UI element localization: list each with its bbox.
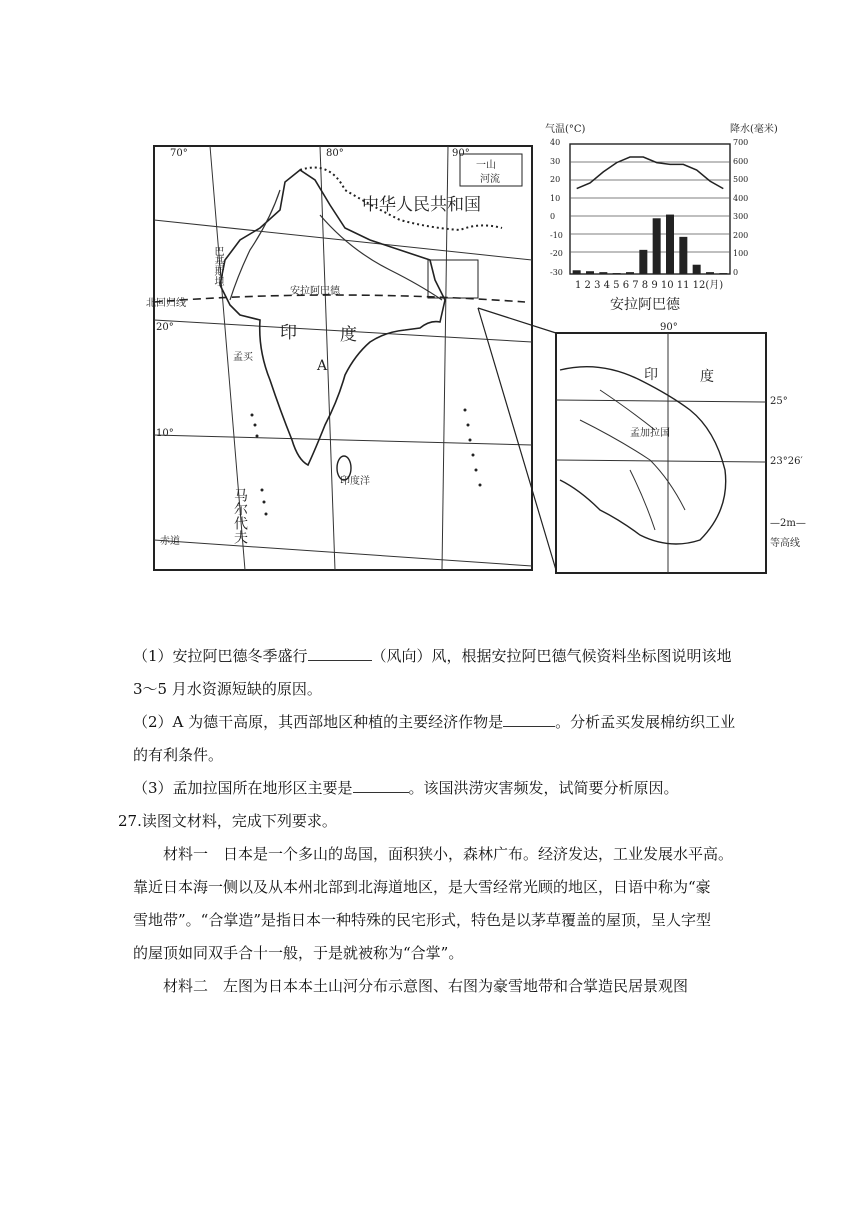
q3-part2: 。该国洪涝灾害频发，试简要分析原因。 <box>408 779 679 797</box>
precip-bar <box>719 273 727 274</box>
inset-label-india-2: 度 <box>700 369 714 385</box>
questions-block <box>118 640 823 1003</box>
precipitation-bars <box>573 215 728 274</box>
label-maldives: 马尔代夫 <box>232 488 248 544</box>
q1-part2: （风向）风，根据安拉阿巴德气候资料坐标图说明该地 <box>371 647 732 665</box>
temp-tick-label: -20 <box>550 249 563 259</box>
material1-line1: 材料一 日本是一个多山的岛国，面积狭小，森林广布。经济发达，工业发展水平高。 <box>163 845 734 863</box>
temp-tick-label: -10 <box>550 230 563 240</box>
material1-line3: 雪地带”。“合掌造”是指日本一种特殊的民宅形式，特色是以茅草覆盖的屋顶，呈人字型 <box>133 911 712 929</box>
precip-bar <box>639 250 647 274</box>
precip-tick-label: 400 <box>733 193 749 203</box>
precip-bar <box>666 215 674 274</box>
q2-line2: 的有利条件。 <box>133 746 224 764</box>
precip-bar <box>679 237 687 274</box>
precip-tick-label: 300 <box>733 212 749 222</box>
chart-precip-axis-label: 降水(毫米) <box>730 124 778 135</box>
precip-tick-label: 100 <box>733 249 749 259</box>
q2-line1 <box>133 706 823 739</box>
label-lon-80: 80° <box>326 148 344 159</box>
label-equator: 赤道 <box>160 536 180 547</box>
material1-line2: 靠近日本海一侧以及从本州北部到北海道地区，是大雪经常光顾的地区，日语中称为“豪 <box>133 878 711 896</box>
inset-label-lat-25: 25° <box>770 396 788 407</box>
precip-bar <box>626 272 634 274</box>
material1-line4: 的屋顶如同双手合十一般，于是就被称为“合掌”。 <box>133 944 464 962</box>
indus-river <box>230 190 280 300</box>
temp-tick-label: 30 <box>550 156 561 166</box>
label-pakistan: 巴基斯坦 <box>212 246 223 286</box>
temp-tick-label: 40 <box>550 138 561 147</box>
q1-line1 <box>133 640 823 673</box>
inset-label-bangladesh: 孟加拉国 <box>630 428 670 439</box>
temp-tick-label: -30 <box>550 268 563 277</box>
q2-blank[interactable] <box>503 725 555 727</box>
inset-contour: —2m— <box>770 518 806 529</box>
precip-bar <box>706 272 714 274</box>
label-lon-90: 90° <box>452 148 470 159</box>
chart-title: 安拉阿巴德 <box>610 297 680 313</box>
precip-bar <box>586 271 594 274</box>
label-mumbai: 孟买 <box>233 352 253 363</box>
label-ahmedabad: 安拉阿巴德 <box>290 286 340 297</box>
q1-line2: 3～5 月水资源短缺的原因。 <box>133 680 322 698</box>
inset-contour-label: 等高线 <box>770 538 800 549</box>
q3-part1: （3）孟加拉国所在地形区主要是 <box>133 779 353 797</box>
label-lon-70: 70° <box>170 148 188 159</box>
inset-map-grid <box>556 333 766 573</box>
precip-bar <box>599 272 607 274</box>
q2-part2: 。分析孟买发展棉纺织工业 <box>555 713 736 731</box>
climate-chart-gridlines <box>570 162 730 252</box>
temp-tick-label: 20 <box>550 175 561 185</box>
precip-bar <box>693 265 701 274</box>
geography-figure <box>130 110 820 590</box>
inset-label-lon-90: 90° <box>660 322 678 333</box>
legend-title: 一山 <box>476 160 496 171</box>
label-india-1: 印 <box>280 323 297 343</box>
material2-line1: 材料二 左图为日本本土山河分布示意图、右图为豪雪地带和合掌造民居景观图 <box>163 977 689 995</box>
q3-line1 <box>133 772 823 805</box>
inset-label-lat-23: 23°26′ <box>770 456 803 467</box>
label-sri-lanka: 印度洋 <box>340 476 370 487</box>
q1-blank[interactable] <box>308 659 372 661</box>
chart-month-axis: 1 2 3 4 5 6 7 8 9 10 11 12(月) <box>575 280 724 291</box>
climate-chart-frame <box>570 144 730 274</box>
precip-bar <box>613 273 621 274</box>
precip-tick-label: 200 <box>733 230 749 240</box>
q1-part1: （1）安拉阿巴德冬季盛行 <box>133 647 308 665</box>
label-lat-20: 20° <box>156 322 174 333</box>
temp-tick-label: 10 <box>550 193 561 203</box>
label-china: 中华人民共和国 <box>362 195 481 215</box>
label-a: A <box>317 358 328 374</box>
inset-map-frame <box>556 333 766 573</box>
precip-tick-label: 500 <box>733 175 749 185</box>
precip-tick-label: 600 <box>733 156 749 166</box>
label-tropic: 北回归线 <box>146 298 186 309</box>
precip-tick-label: 700 <box>733 138 749 147</box>
temp-tick-label: 0 <box>550 212 556 222</box>
label-india-2: 度 <box>340 325 357 345</box>
legend-sub: 河流 <box>480 174 500 185</box>
q27-heading: 27.读图文材料，完成下列要求。 <box>118 812 337 830</box>
q2-part1: （2）A 为德干高原，其西部地区种植的主要经济作物是 <box>133 713 504 731</box>
label-lat-10: 10° <box>156 428 174 439</box>
chart-temp-axis-label: 气温(°C) <box>545 124 586 135</box>
q3-blank[interactable] <box>353 791 409 793</box>
precip-tick-label: 0 <box>733 268 739 277</box>
precip-bar <box>573 270 581 274</box>
inset-label-india-1: 印 <box>644 367 658 383</box>
precip-bar <box>653 218 661 274</box>
